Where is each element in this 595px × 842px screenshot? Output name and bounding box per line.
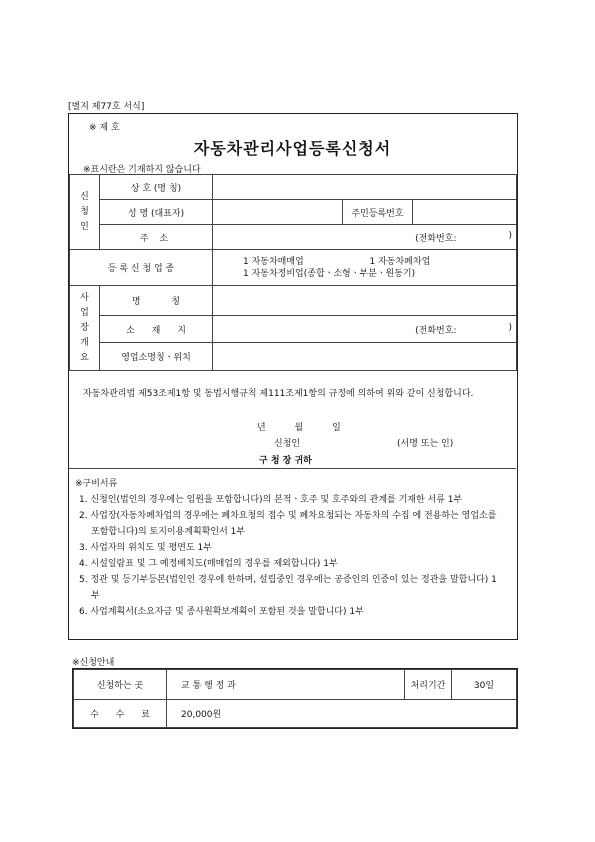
form-title: 자동차관리사업등록신청서 xyxy=(193,139,392,158)
company-name-label: 상 호 (명 칭) xyxy=(100,175,213,200)
resident-number-field[interactable] xyxy=(413,200,517,225)
period-value: 30일 xyxy=(452,670,517,700)
business-type-label: 등 록 신 청 업 종 xyxy=(70,250,213,286)
documents-list xyxy=(75,492,505,620)
company-name-field[interactable] xyxy=(213,175,517,200)
registration-number-label: ※ 제 호 xyxy=(89,123,120,133)
document-item: 2. 사업장(자동차폐차업의 경우에는 폐차요청의 접수 및 폐차요청되는 자동차의 수집 에 전용하는 영업소를 포함합니다)의 토지이용계획확인서 1부 xyxy=(79,511,497,537)
declaration-text: 자동차관리법 제53조제1항 및 동법시행규칙 제111조제1항의 규정에 의하여 위와 같이 신청합니다. xyxy=(83,389,474,399)
document-item: 3. 사업자의 위치도 및 평면도 1부 xyxy=(79,543,212,553)
place-value: 교 통 행 정 과 xyxy=(167,670,405,700)
fee-value: 20,000원 xyxy=(167,700,517,728)
option-scrap[interactable]: 1 자동차폐차업 xyxy=(369,256,431,267)
document-item: 1. 신청인(법인의 경우에는 임원을 포함합니다)의 본적ㆍ호주 및 호주와의 관계를 기재한 서류 1부 xyxy=(79,495,463,505)
office-label: 영업소명칭ㆍ위치 xyxy=(100,343,213,371)
business-type-options[interactable] xyxy=(213,250,517,286)
guide-heading: ※신청안내 xyxy=(72,658,115,668)
applicant-group-label: 신 청 인 xyxy=(70,175,100,250)
document-item: 6. 사업계획서(소요자금 및 종사원확보계획이 포함된 것을 말합니다) 1부 xyxy=(79,607,364,617)
office-field[interactable] xyxy=(213,343,517,371)
guide-table xyxy=(72,668,518,729)
documents-heading: ※구비서류 xyxy=(75,479,118,489)
info-table xyxy=(69,174,516,371)
document-item: 4. 시설일람표 및 그 예정배치도(매매업의 경우를 제외합니다) 1부 xyxy=(79,559,338,569)
site-phone-close: ) xyxy=(508,322,512,333)
date-line: 년 월 일 xyxy=(257,423,341,433)
period-label: 처리기간 xyxy=(405,670,452,700)
site-name-label: 명 칭 xyxy=(100,286,213,316)
applicant-sign-label: 신청인 xyxy=(274,439,301,449)
document-item: 5. 정관 및 등기부등본(법인인 경우에 한하며, 설립중인 경우에는 공증인의 인증이 있는 정관을 말합니다) 1부 xyxy=(79,575,497,601)
form-note: ※표시란은 기재하지 않습니다 xyxy=(83,165,201,175)
sign-label: (서명 또는 인) xyxy=(397,439,454,449)
site-location-field[interactable] xyxy=(213,316,517,343)
site-phone-label: (전화번호: xyxy=(415,325,457,336)
address-phone-close: ) xyxy=(508,230,512,241)
site-name-field[interactable] xyxy=(213,286,517,316)
site-group-label: 사 업 장 개 요 xyxy=(70,286,100,371)
option-repair[interactable]: 1 자동차정비업(종합ㆍ소형ㆍ부분ㆍ원동기) xyxy=(243,268,416,279)
option-sales[interactable]: 1 자동차매매업 xyxy=(243,256,304,267)
fee-label: 수 수 료 xyxy=(74,700,167,728)
resident-number-label: 주민등록번호 xyxy=(343,200,413,225)
application-form xyxy=(68,113,518,640)
representative-label: 성 명 (대표자) xyxy=(100,200,213,225)
site-location-label: 소 재 지 xyxy=(100,316,213,343)
representative-field[interactable] xyxy=(213,200,343,225)
address-field[interactable] xyxy=(213,225,517,250)
address-label: 주 소 xyxy=(100,225,213,250)
form-number-label: [별지 제77호 서식] xyxy=(68,102,145,112)
addressee: 구 청 장 귀하 xyxy=(259,456,312,466)
address-phone-label: (전화번호: xyxy=(415,233,457,244)
place-label: 신청하는 곳 xyxy=(74,670,167,700)
section-divider xyxy=(69,468,516,469)
